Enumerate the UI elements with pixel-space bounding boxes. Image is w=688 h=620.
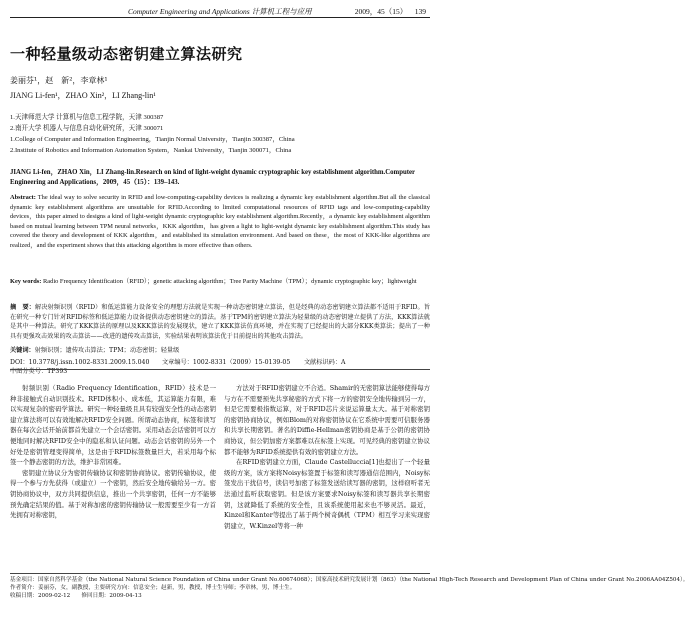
affiliation-1-cn: 1.天津师范大学 计算机与信息工程学院，天津 300387 — [10, 114, 164, 121]
body-paragraph: 射频识别（Radio Frequency Identification，RFID）技术是一种非接触式自动识别技术。RFID体积小、成本低，其运算能力有限，难以实现复杂的密码学算法。研究一种轻量级且具有较强安全性的动态密钥建立算法将可以有效地解决RFID安全问题。所谓动态协商，标签和读写器在每次会话开始前都首先建立一个会话密钥。采用动态会话密钥可以方便地同时解决RFID安全中的隐私和认证问题。动态会话密钥的另外一个好处是密钥管理变得简单，这是由于RFID标签数量巨大，若采用每个标签一个静态密钥的方法，维护非常困难。 — [10, 384, 216, 467]
affiliations — [10, 112, 430, 156]
body-paragraph: 在RFID密钥建立方面，Claude Castelluccia[1]也提出了一个轻量级的方案，该方案将Noisy标签置于标签和读写器通信范围内，Noisy标签发出干扰信号，读信号加密了标签发送给读写器的密钥，这样窃听者无法通过监听获取密钥。但是该方案要求Noisy标签和读写器共享长期密钥，这就降低了系统的安全性，且该系统使用起来也不够灵活。最近，Kinzel和Kanter等提出了基于两个树奇偶机（TPM）相互学习来实现密钥建立，W.Kinzel等将一种 — [224, 458, 430, 530]
document-code: 文献标识码：A — [303, 359, 346, 366]
body-paragraph: 密钥建立协议分为密钥传输协议和密钥协商协议。密钥传输协议，使得一个参与方先获得（或建立）一个密钥，然后安全地传输给另一方。密钥协商协议中，双方共同提供信息，推出一个共享密钥，任何一方不能够预先确定结果的值。基于对称加密的密钥传输协议一般需要至少有一方首先拥有对称密钥， — [10, 468, 216, 520]
article-metadata — [10, 357, 430, 375]
page-header — [0, 0, 440, 20]
keywords-cn-text: 射频识别；遗传攻击算法；TPM；动态密钥；轻量级 — [34, 347, 180, 354]
header-rule — [10, 17, 430, 18]
footnote-funding: 基金项目：国家自然科学基金（the National Natural Science Foundation of China under Grant No.60674068）；国家高技术研究发展计划（863）（the National High-Tech Research and Development Plan of China under Grant No.2006AA04Z504）。 — [10, 577, 688, 583]
body-paragraph: 方法对于RFID密钥建立不合适。Shamir的无密钥算法能够使得每方与方在不需要预先共享秘密的方式下将一方的密钥安全地传输到另一方，但是它需要极指数运算，对于RFID芯片来说运算量太大。基于对称密钥的密钥协商协议，例如Blom的对称密钥协议在它系统中需要可信服务器和共享长期密钥。著名的Diffie-Hellman密钥协商是基于公钥的密钥协商协议，但公钥加密方案都难以在标签上实现。可见经典的密钥建立协议都不能够为RFID系统提供有效的密钥建立方法。 — [224, 384, 430, 456]
body-column-left — [10, 383, 216, 521]
journal-name: Computer Engineering and Applications 计算机工程与应用 — [128, 7, 312, 16]
abstract-english — [10, 193, 430, 251]
issue-and-page — [355, 6, 426, 17]
footnote-dates: 收稿日期：2009-02-12 修回日期：2009-04-13 — [10, 593, 142, 600]
keywords-text: Radio Frequency Identification（RFID）；genetic attacking algorithm；Tree Parity Machine（TPM）；dynamic cryptographic key；lightweight — [43, 278, 417, 285]
classification-number: 中图分类号：TP393 — [10, 368, 68, 375]
article-number: 文章编号：1002-8331（2009）15-0139-05 — [161, 359, 291, 366]
page-number: 139 — [414, 7, 426, 16]
abstract-cn-label: 摘 要： — [10, 304, 35, 311]
paper-title: 一种轻量级动态密钥建立算法研究 — [10, 45, 243, 63]
keywords-english — [10, 277, 430, 287]
section-divider — [10, 369, 430, 370]
abstract-label: Abstract: — [10, 194, 36, 201]
keywords-label: Key words: — [10, 278, 42, 285]
issue-label: 2009，45（15） — [354, 7, 408, 16]
footnotes — [10, 573, 688, 601]
affiliation-2-cn: 2.南开大学 机器人与信息自动化研究所，天津 300071 — [10, 125, 164, 132]
abstract-chinese — [10, 303, 430, 341]
affiliation-1-en: 1.College of Computer and Information Engineering，Tianjin Normal University，Tianjin 300387，China — [10, 136, 295, 143]
affiliation-2-en: 2.Institute of Robotics and Information Automation System，Nankai University，Tianjin 300071，China — [10, 147, 292, 154]
abstract-text: The ideal way to solve security in RFID and low-computing-capability devices is realizing a dynamic key establishment algorithm.But all the classical dynamic key establishment algorithms are unsuitable for RFID.According to limited computational resources of RFID tags and low-computing-capability devices，this paper aimed to designs a kind of light-weight dynamic cryptographic key establishment algorithm.Recently，a dynamic key establishment algorithm based on mutual learning between TPM neural networks，KKK algorithm，has given a light to light-weight dynamic key establishment algorithm.This study has covered the theory and development of KKK algorithm，and established its simulation environment. And based on these，the most of KKK-like algorithms are realized，and the experiment shows that this attacking algorithm is more effective than others. — [10, 194, 431, 249]
authors-english: JIANG Li-fen¹，ZHAO Xin²，LI Zhang-lin¹ — [10, 91, 156, 100]
citation: JIANG Li-fen，ZHAO Xin，LI Zhang-lin.Research on kind of light-weight dynamic cryptographic key establishment algorithm.Computer Engineering and Applications，2009，45（15）：139–143. — [10, 169, 415, 186]
abstract-cn-text: 解决射频识别（RFID）和低运算能力设备安全的理想方法就是实现一种动态密钥建立算法，但是经典的动态密钥建立算法都不适用于RFID。旨在研究一种专门针对RFID标签和低运算能力设备提供动态密钥建立的算法。基于TPM的密钥建立算法为轻量级的动态密钥建立提供了方法，KKK算法就是其中一种算法。研究了KKK算法的原理以及KKK算法的发展现状，建立了KKK算法仿真环境，并在实现了已经提出的大部分KKK类算法；提出了一种具有更强攻击效果的攻击算法——改进的遗传攻击算法，实验结果表明该算法优于目前提出的其他攻击算法。 — [10, 304, 430, 340]
body-column-right — [224, 383, 430, 531]
authors-chinese: 姜丽芬¹，赵 新²，李章林¹ — [10, 76, 108, 85]
footnote-authors: 作者简介：姜丽芬，女，副教授，主要研究方向：信息安全；赵新，男，教授，博士生导师；李章林，男，博士生。 — [10, 585, 296, 592]
keywords-cn-label: 关键词： — [10, 347, 35, 354]
doi: DOI：10.3778/j.issn.1002-8331.2009.15.040 — [10, 359, 150, 366]
keywords-chinese — [10, 345, 430, 354]
